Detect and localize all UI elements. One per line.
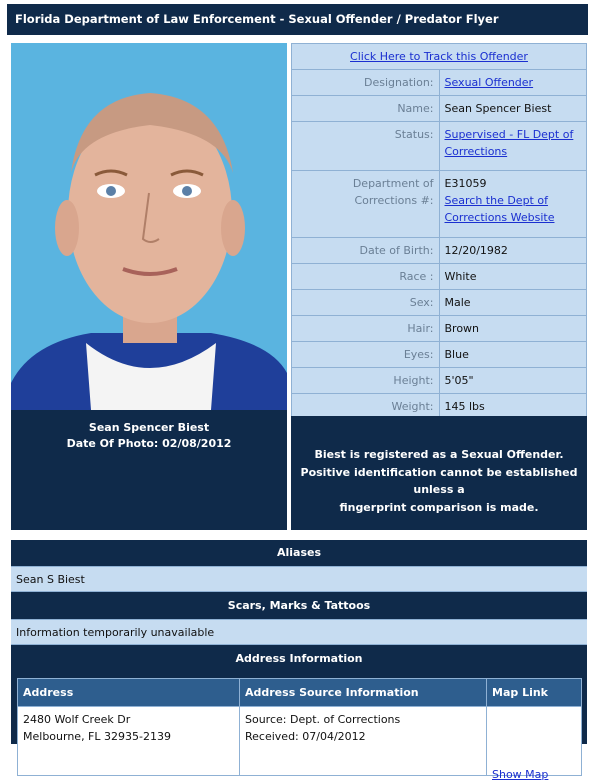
col-address: Address — [18, 679, 240, 707]
eyes-value: Blue — [439, 342, 587, 368]
offender-details-table — [291, 43, 587, 420]
track-row — [292, 44, 587, 70]
aliases-heading: Aliases — [276, 546, 322, 559]
photo-name: Sean Spencer Biest — [88, 421, 210, 434]
doc-number: E31059 — [444, 177, 487, 190]
name-value: Sean Spencer Biest — [439, 96, 587, 122]
race-label: Race : — [292, 264, 440, 290]
photo-caption — [11, 410, 287, 530]
dob-row — [292, 238, 587, 264]
status-label: Status: — [292, 122, 440, 171]
show-map-link[interactable]: Show Map — [492, 768, 549, 781]
source-cell — [240, 707, 487, 776]
col-source: Address Source Information — [240, 679, 487, 707]
eyes-row — [292, 342, 587, 368]
designation-link[interactable]: Sexual Offender — [444, 76, 534, 89]
designation-row — [292, 70, 587, 96]
sex-label: Sex: — [292, 290, 440, 316]
designation-label: Designation: — [292, 70, 440, 96]
address-cell — [18, 707, 240, 776]
doc-search-link[interactable]: Search the Dept of Corrections Website — [444, 194, 555, 224]
sex-row — [292, 290, 587, 316]
weight-label: Weight: — [292, 394, 440, 420]
height-label: Height: — [292, 368, 440, 394]
height-row — [292, 368, 587, 394]
dob-value: 12/20/1982 — [439, 238, 587, 264]
address-table-wrap — [17, 678, 582, 781]
hair-row — [292, 316, 587, 342]
status-row — [292, 122, 587, 171]
address-table — [17, 678, 582, 781]
page-header: Florida Department of Law Enforcement - Sexual Offender / Predator Flyer — [7, 4, 588, 35]
track-offender-link[interactable]: Click Here to Track this Offender — [350, 50, 528, 63]
race-row — [292, 264, 587, 290]
name-label: Name: — [292, 96, 440, 122]
doc-label: Department of Corrections #: — [292, 171, 440, 238]
status-link[interactable]: Supervised - FL Dept of Corrections — [444, 128, 574, 158]
address-street: 2480 Wolf Creek Dr — [23, 713, 131, 726]
height-value: 5'05" — [439, 368, 587, 394]
race-value: White — [439, 264, 587, 290]
address-city: Melbourne, FL 32935-2139 — [23, 730, 171, 743]
lower-sections — [11, 540, 587, 781]
address-row — [18, 707, 582, 776]
address-received: Received: 07/04/2012 — [245, 730, 366, 743]
map-cell — [487, 707, 582, 781]
offender-photo-image — [11, 43, 287, 410]
notice-line-2: Positive identification cannot be established unless a — [300, 465, 578, 496]
scars-value: Information temporarily unavailable — [11, 619, 587, 645]
photo-date: Date Of Photo: 02/08/2012 — [66, 437, 232, 450]
hair-value: Brown — [439, 316, 587, 342]
col-map: Map Link — [487, 679, 582, 707]
offender-photo — [11, 43, 287, 410]
aliases-value: Sean S Biest — [11, 566, 587, 592]
dob-label: Date of Birth: — [292, 238, 440, 264]
sex-value: Male — [439, 290, 587, 316]
eyes-label: Eyes: — [292, 342, 440, 368]
scars-heading: Scars, Marks & Tattoos — [227, 599, 371, 612]
weight-value: 145 lbs — [439, 394, 587, 420]
notice-line-3: fingerprint comparison is made. — [339, 500, 539, 514]
address-source: Source: Dept. of Corrections — [245, 713, 401, 726]
hair-label: Hair: — [292, 316, 440, 342]
identification-notice — [291, 416, 587, 530]
address-heading: Address Information — [235, 652, 363, 665]
address-header-row — [18, 679, 582, 707]
name-row — [292, 96, 587, 122]
doc-row — [292, 171, 587, 238]
notice-line-1: Biest is registered as a Sexual Offender. — [314, 448, 564, 461]
